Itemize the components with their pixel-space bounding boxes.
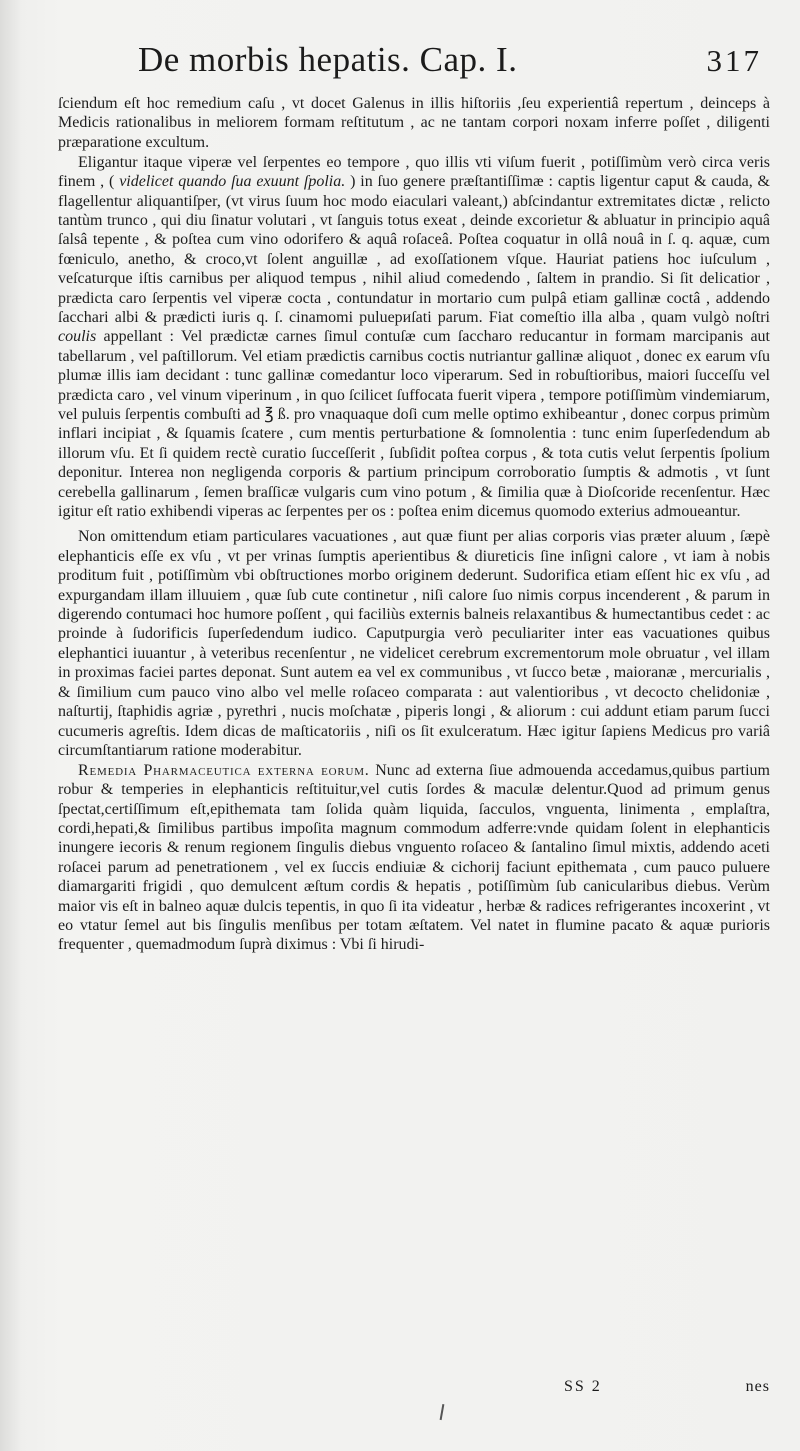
catchword: nes [745, 1378, 770, 1395]
paragraph-2-italic-word: coulis [58, 328, 97, 346]
paragraph-2-part-b: ) in ſuo genere præſtantiſſimæ : captis ligentur caput & cauda, & flagellentur aliquantiſper, (vt virus ſuum hoc modo eiaculari valeant,) abſcindantur extremitates dictæ , relicto tantùm trunco , qui diu ſinatur volutari , vt ſanguis totus exeat , deinde excorietur & abluatur in principio aquâ ſalsâ tepente , & poſtea cum vino odorifero & aquâ roſaceâ. Poſtea coquatur in ollâ nouâ in ſ. q. aquæ, cum fœniculo, anetho, & croco,vt ſolent anguillæ , ad exoſſationem vſque. Hauriat patiens hoc iuſculum , veſcaturque iſtis carnibus per aliquod tempus , nihil aliud comedendo , ſaltem in prandio. Si ſit delicatior , prædicta caro ſerpentis vel viperæ cocta , contundatur in mortario cum pulpâ etiam gallinæ coctâ , addendo ſacchari albi & prædicti iuris q. ſ. cinamomi puluериſati parum. Fiat comeſtio illa alba , quam vulgò noſtri [58, 173, 771, 326]
section-heading: Remedia Pharmaceutica externa eorum. [78, 761, 370, 779]
paragraph-4-text: Nunc ad externa ſiue admouenda accedamus,quibus partium robur & temperies in elephanticis reſtituitur,vel cutis ſordes & maculæ delentur.Quod ad primum genus ſpectat,certiſſimum eſt,epithemata tam ſolida quàm liquida, ſacculos, vnguenta, linimenta , emplaſtra, cordi,hepati,& ſimilibus partibus impoſita magnum commodum adferre:vnde quidam ſolent in elephanticis inungere iecoris & renum regionem ſingulis diebus vnguento roſaceo & ſantalino ſimul mixtis, addendo aceti roſacei parum ad penetrationem , vel ex ſuccis endiuiæ & cichorij faciunt epithemata , cum pauco puluere diamargariti frigidi , quo demulcent æſtum cordis & hepatis , potiſſimùm ſub canicularibus diebus. Verùm maior vis eſt in balneo aquæ dulcis tepentis, in quo ſi ita videatur , herbæ & radices refrigerantes incoxerint , vt eo vtatur ſemel aut bis ſingulis menſibus per totam æſtatem. Vel natet in flumine pacato & aquæ purioris frequenter , quemadmodum ſuprà diximus : Vbi ſi hirudi- [58, 761, 770, 954]
page-footer [58, 1378, 770, 1396]
paragraph-2 [58, 153, 770, 522]
running-head [58, 32, 770, 94]
signature-mark: SS 2 [564, 1378, 602, 1395]
running-title: De morbis hepatis. Cap. I. [138, 40, 518, 79]
paragraph-2-italic-phrase: videlicet quando ſua exuunt ſpolia. [114, 173, 346, 191]
paragraph-3: Non omittendum etiam particulares vacuationes , aut quæ fiunt per alias corporis vias præter aluum , ſæpè elephanticis eſſe ex vſu , vt per vrinas ſumptis aperientibus & diureticis ſine inſigni calore , vt iam à nobis proditum fuit , potiſſimùm vbi obſtructiones morbo originem dederunt. Sudorifica etiam eſſent hic ex vſu , ad expurgandam illam illuuiem , quæ ſub cute continetur , niſi calore ſuo nimis corpus incenderent , & parum in digerendo contumaci hoc humore poſſent , qui faciliùs externis balneis relaxantibus & humectantibus cedet : ac proinde à ſudorificis ſuperſedendum iudico. Caputpurgia verò peculiariter inter eas vacuationes quibus elephantici iuuantur , à veteribus recenſentur , ne videlicet cerebrum excrementorum mole obruatur , vel illam in proximas faciei partes deponat. Sunt autem ea vel ex communibus , vt ſucco betæ , maioranæ , mercurialis , & ſimilium cum pauco vino albo vel melle roſaceo comparata : aut valentioribus , vt decocto chelidoniæ , naſturtij, ſtaphidis agriæ , pyrethri , nucis moſchatæ , piperis longi , & aliorum : cui addunt etiam parum ſucci cucumeris agreſtis. Idem dicas de maſticatoriis , niſi os ſit exulceratum. Hæc igitur ſapiens Medicus pro variâ circumſtantiarum ratione moderabitur. [58, 528, 770, 759]
stray-ink-mark [440, 1404, 444, 1420]
paragraph-4 [58, 761, 770, 955]
paragraph-2-part-a: Eligantur itaque viperæ vel ſerpentes eo tempore , quo illis vti viſum fuerit , potiſſimùm verò circa veris finem , ( [58, 153, 770, 191]
paragraph-2-part-c: appellant : Vel prædictæ carnes ſimul contuſæ cum ſaccharo reducantur in formam marcipanis aut tabellarum , vel paſtillorum. Vel etiam prædictis carnibus coctis nutriantur gallinæ aliquot , donec ex earum vſu plumæ illis iam decidant : tunc gallinæ comedantur loco viperarum. Sed in robuſtioribus, maiori ſucceſſu vel prædicta caro , vel vinum viperinum , in quo ſcilicet ſuffocata fuerit vipera , tempore potiſſimùm vindemiarum, vel puluis ſerpentis combuſti ad ℥ ß. pro vnaquaque doſi cum melle optimo exhibeantur , donec corpus primùm inflari incipiat , & ſquamis ſcatere , cum mentis perturbatione & ſomnolentia : tunc enim ſuperſedendum ab illorum vſu. Et ſi quidem rectè curatio ſucceſſerit , ſubſidit poſtea corpus , & tota cutis velut ſerpentis ſpolium deponitur. Interea non negligenda corporis & partium principum corroboratio ſumptis & admotis , vt ſunt cerebella gallinarum , ſemen braſſicæ vulgaris cum vino potum , & ſimilia quæ à Dioſcoride recenſentur. Hæc igitur eſt ratio exhibendi viperas ac ſerpentes per os : poſtea enim dicemus quomodo exterius admoueantur. [58, 328, 770, 521]
text-block [58, 94, 770, 955]
paragraph-1: ſciendum eſt hoc remedium caſu , vt docet Galenus in illis hiſtoriis ,ſeu experientiâ repertum , deinceps à Medicis rationalibus in meliorem formam reſtitutum , ac ne tantam corpori noxam inferre poſſet , diligenti præparatione excultum. [58, 95, 770, 151]
page-number: 317 [706, 43, 762, 78]
